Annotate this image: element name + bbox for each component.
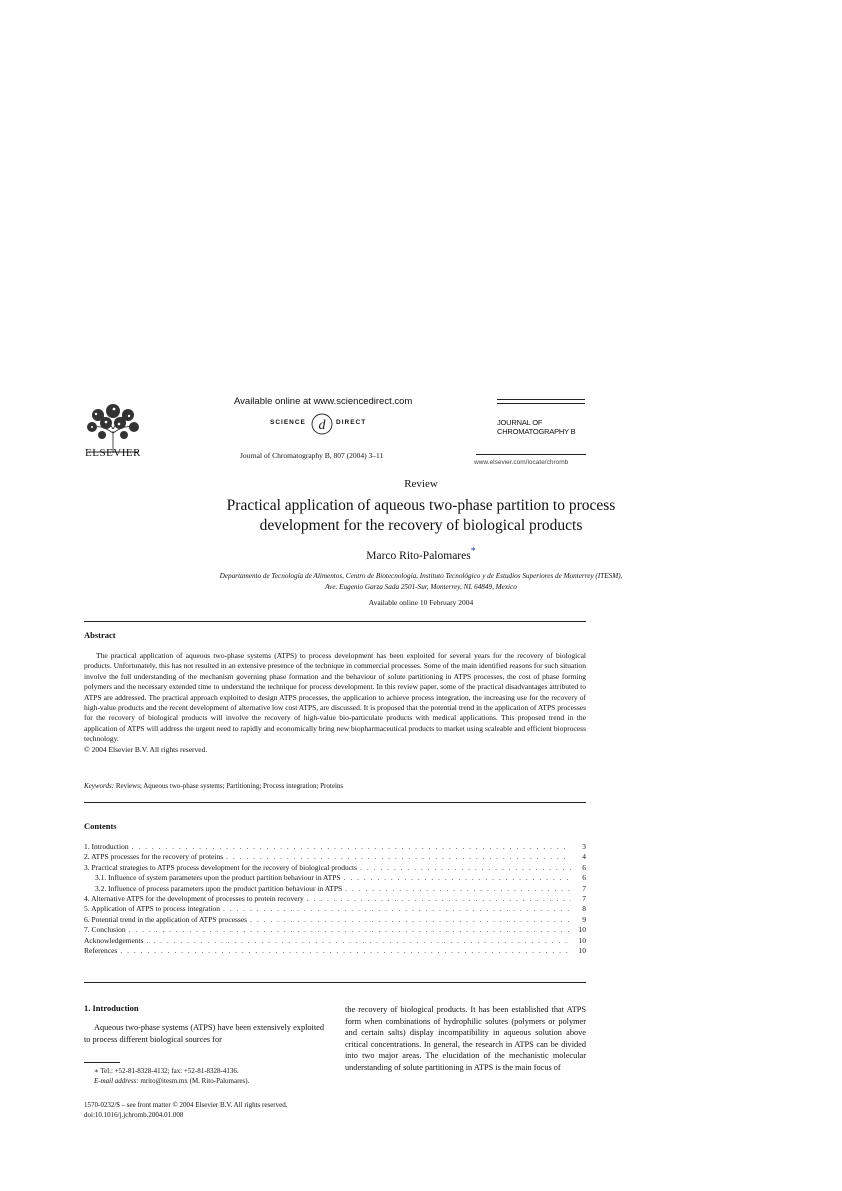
toc-leader-dots <box>223 904 571 914</box>
front-matter-info <box>84 1100 288 1120</box>
abstract-copyright: © 2004 Elsevier B.V. All rights reserved. <box>84 744 208 754</box>
toc-page-number[interactable]: 6 <box>582 873 586 883</box>
doi-line[interactable]: doi:10.1016/j.jchromb.2004.01.008 <box>84 1111 184 1119</box>
toc-page-number[interactable]: 8 <box>582 904 586 914</box>
article-title-line: development for the recovery of biological products <box>259 517 583 534</box>
toc-label[interactable]: 3.1. Influence of system parameters upon the product partition behaviour in ATPS <box>95 873 341 883</box>
toc-row[interactable] <box>84 894 586 904</box>
toc-leader-dots <box>307 894 571 904</box>
body-right-column <box>345 1004 586 1074</box>
sciencedirect-logo <box>266 410 378 436</box>
journal-citation: Journal of Chromatography B, 807 (2004) 3–11 <box>240 451 384 460</box>
contents-heading: Contents <box>84 821 117 831</box>
journal-url[interactable]: www.elsevier.com/locate/chromb <box>474 459 569 466</box>
toc-leader-dots <box>360 863 571 873</box>
sciencedirect-right-word: DIRECT <box>336 419 367 426</box>
sciencedirect-left-word: SCIENCE <box>270 419 306 426</box>
toc-leader-dots <box>120 946 571 956</box>
toc-leader-dots <box>147 936 571 946</box>
toc-page-number[interactable]: 9 <box>582 914 586 924</box>
toc-row[interactable] <box>84 873 586 883</box>
footnote-email <box>84 1076 249 1086</box>
footnote-rule <box>84 1062 120 1063</box>
keywords-list: Reviews; Aqueous two-phase systems; Partitioning; Process integration; Proteins <box>115 782 344 790</box>
toc-row[interactable] <box>84 852 586 862</box>
affiliation-line: Ave. Eugenio Garza Sada 2501-Sur, Monterrey, NL 64849, Mexico <box>325 583 517 591</box>
journal-title-line: CHROMATOGRAPHY B <box>497 427 576 436</box>
toc-label[interactable]: 6. Potential trend in the application of ATPS processes <box>84 914 248 924</box>
body-paragraph: Aqueous two-phase systems (ATPS) have been extensively exploited to process different biological sources for <box>84 1023 324 1044</box>
toc-row[interactable] <box>84 904 586 914</box>
journal-rule <box>497 399 585 400</box>
toc-page-number[interactable]: 7 <box>582 893 586 903</box>
body-paragraph: the recovery of biological products. It has been established that ATPS form when combinations of hydrophilic solutes (polymers or polymer and certain salts) display incompatibility in aqueous solution above critical concentrations. In general, the research in ATPS can be divided into two major areas. The elucidation of the mechanistic molecular understanding of solute partitioning in ATPS is the main focus of <box>345 1005 586 1072</box>
toc-page-number[interactable]: 10 <box>578 945 586 955</box>
keywords <box>84 782 586 790</box>
journal-title <box>497 418 575 436</box>
introduction-heading: 1. Introduction <box>84 1003 139 1013</box>
toc-label[interactable]: 3. Practical strategies to ATPS process development for the recovery of biological products <box>84 862 358 872</box>
footnote-tel: ∗ Tel.: +52-81-8328-4132; fax: +52-81-8328-4136. <box>94 1067 239 1075</box>
table-of-contents <box>84 842 586 956</box>
toc-row[interactable] <box>84 925 586 935</box>
toc-leader-dots <box>344 873 571 883</box>
toc-label[interactable]: References <box>84 945 118 955</box>
abstract-text: The practical application of aqueous two-phase systems (ATPS) to process development has been exploited for several years for the recovery of biological products. Unfortunately, this has not resulted in an extensive presence of the technique in commercial processes. Some of the main identified reasons for such situation involve the full understanding of the mechanism governing phase formation and the behaviour of solute partitioning in ATPS processes, the cost of phase forming polymers and the necessary extended time to understand the technique for process development. In this review paper, some of the practical disadvantages attributed to ATPS are addressed. The practical approach exploited to design ATPS processes, the application to achieve process integration, the increasing use for the recovery of high-value products and the recent development of alternative low cost ATPS, are discussed. It is proposed that the potential trend in the application of ATPS processes for the recovery of biological products will involve the recovery of high-value bio-particulate products with medical applications. This proposed trend in the application of ATPS will address the urgent need to rapidly and economically bring new biopharmaceutical products to market using scaleable and efficient bioprocess technology. <box>84 651 586 744</box>
author-name: Marco Rito-Palomares <box>366 549 471 562</box>
journal-rule <box>476 454 586 455</box>
toc-label[interactable]: 2. ATPS processes for the recovery of proteins <box>84 852 224 862</box>
toc-page-number[interactable]: 7 <box>582 883 586 893</box>
affiliation <box>90 571 752 593</box>
toc-row[interactable] <box>84 915 586 925</box>
body-left-column <box>84 1022 324 1045</box>
toc-leader-dots <box>226 852 571 862</box>
author-footnote-mark[interactable]: * <box>470 546 476 557</box>
section-rule <box>84 982 586 983</box>
toc-page-number[interactable]: 10 <box>578 935 586 945</box>
available-date: Available online 10 February 2004 <box>368 598 474 607</box>
footnotes <box>84 1066 249 1086</box>
toc-leader-dots <box>129 925 571 935</box>
toc-label[interactable]: 5. Application of ATPS to process integration <box>84 904 221 914</box>
toc-label[interactable]: 3.2. Influence of process parameters upon the product partition behaviour in ATPS <box>95 883 343 893</box>
toc-row[interactable] <box>84 946 586 956</box>
issn-line: 1570-0232/$ – see front matter © 2004 Elsevier B.V. All rights reserved. <box>84 1101 288 1109</box>
abstract-heading: Abstract <box>84 630 116 640</box>
toc-label[interactable]: 1. Introduction <box>84 842 129 851</box>
section-rule <box>84 621 586 622</box>
toc-label[interactable]: 4. Alternative ATPS for the development of processes to protein recovery <box>84 893 304 903</box>
toc-page-number[interactable]: 3 <box>582 842 586 851</box>
article-type: Review <box>404 478 438 490</box>
email-label: E-mail address: <box>94 1077 139 1085</box>
article-title <box>100 496 742 536</box>
abstract-body <box>84 651 586 755</box>
toc-leader-dots <box>345 884 571 894</box>
svg-text:d: d <box>318 418 326 433</box>
toc-leader-dots <box>132 842 571 852</box>
toc-page-number[interactable]: 6 <box>582 862 586 872</box>
toc-leader-dots <box>250 915 571 925</box>
email-value[interactable]: mrito@itesm.mx (M. Rito-Palomares). <box>140 1077 250 1085</box>
toc-row[interactable] <box>84 936 586 946</box>
toc-row[interactable] <box>84 884 586 894</box>
toc-label[interactable]: 7. Conclusion <box>84 925 126 935</box>
toc-row[interactable] <box>84 863 586 873</box>
section-rule <box>84 802 586 803</box>
sciencedirect-availability[interactable]: Available online at www.sciencedirect.com <box>234 396 413 407</box>
author-line <box>0 546 842 562</box>
keywords-label: Keywords: <box>84 782 115 790</box>
toc-page-number[interactable]: 4 <box>582 852 586 862</box>
journal-title-line: JOURNAL OF <box>497 418 543 427</box>
elsevier-wordmark: ELSEVIER <box>85 447 141 459</box>
toc-row[interactable] <box>84 842 586 852</box>
article-title-line: Practical application of aqueous two-phase partition to process <box>226 497 616 514</box>
toc-label[interactable]: Acknowledgements <box>84 935 144 945</box>
affiliation-line: Departamento de Tecnología de Alimentos, Centro de Biotecnología, Instituto Tecnológico y de Estudios Superiores de Monterrey (ITESM), <box>219 572 623 580</box>
journal-rule <box>497 403 585 404</box>
toc-page-number[interactable]: 10 <box>578 925 586 935</box>
